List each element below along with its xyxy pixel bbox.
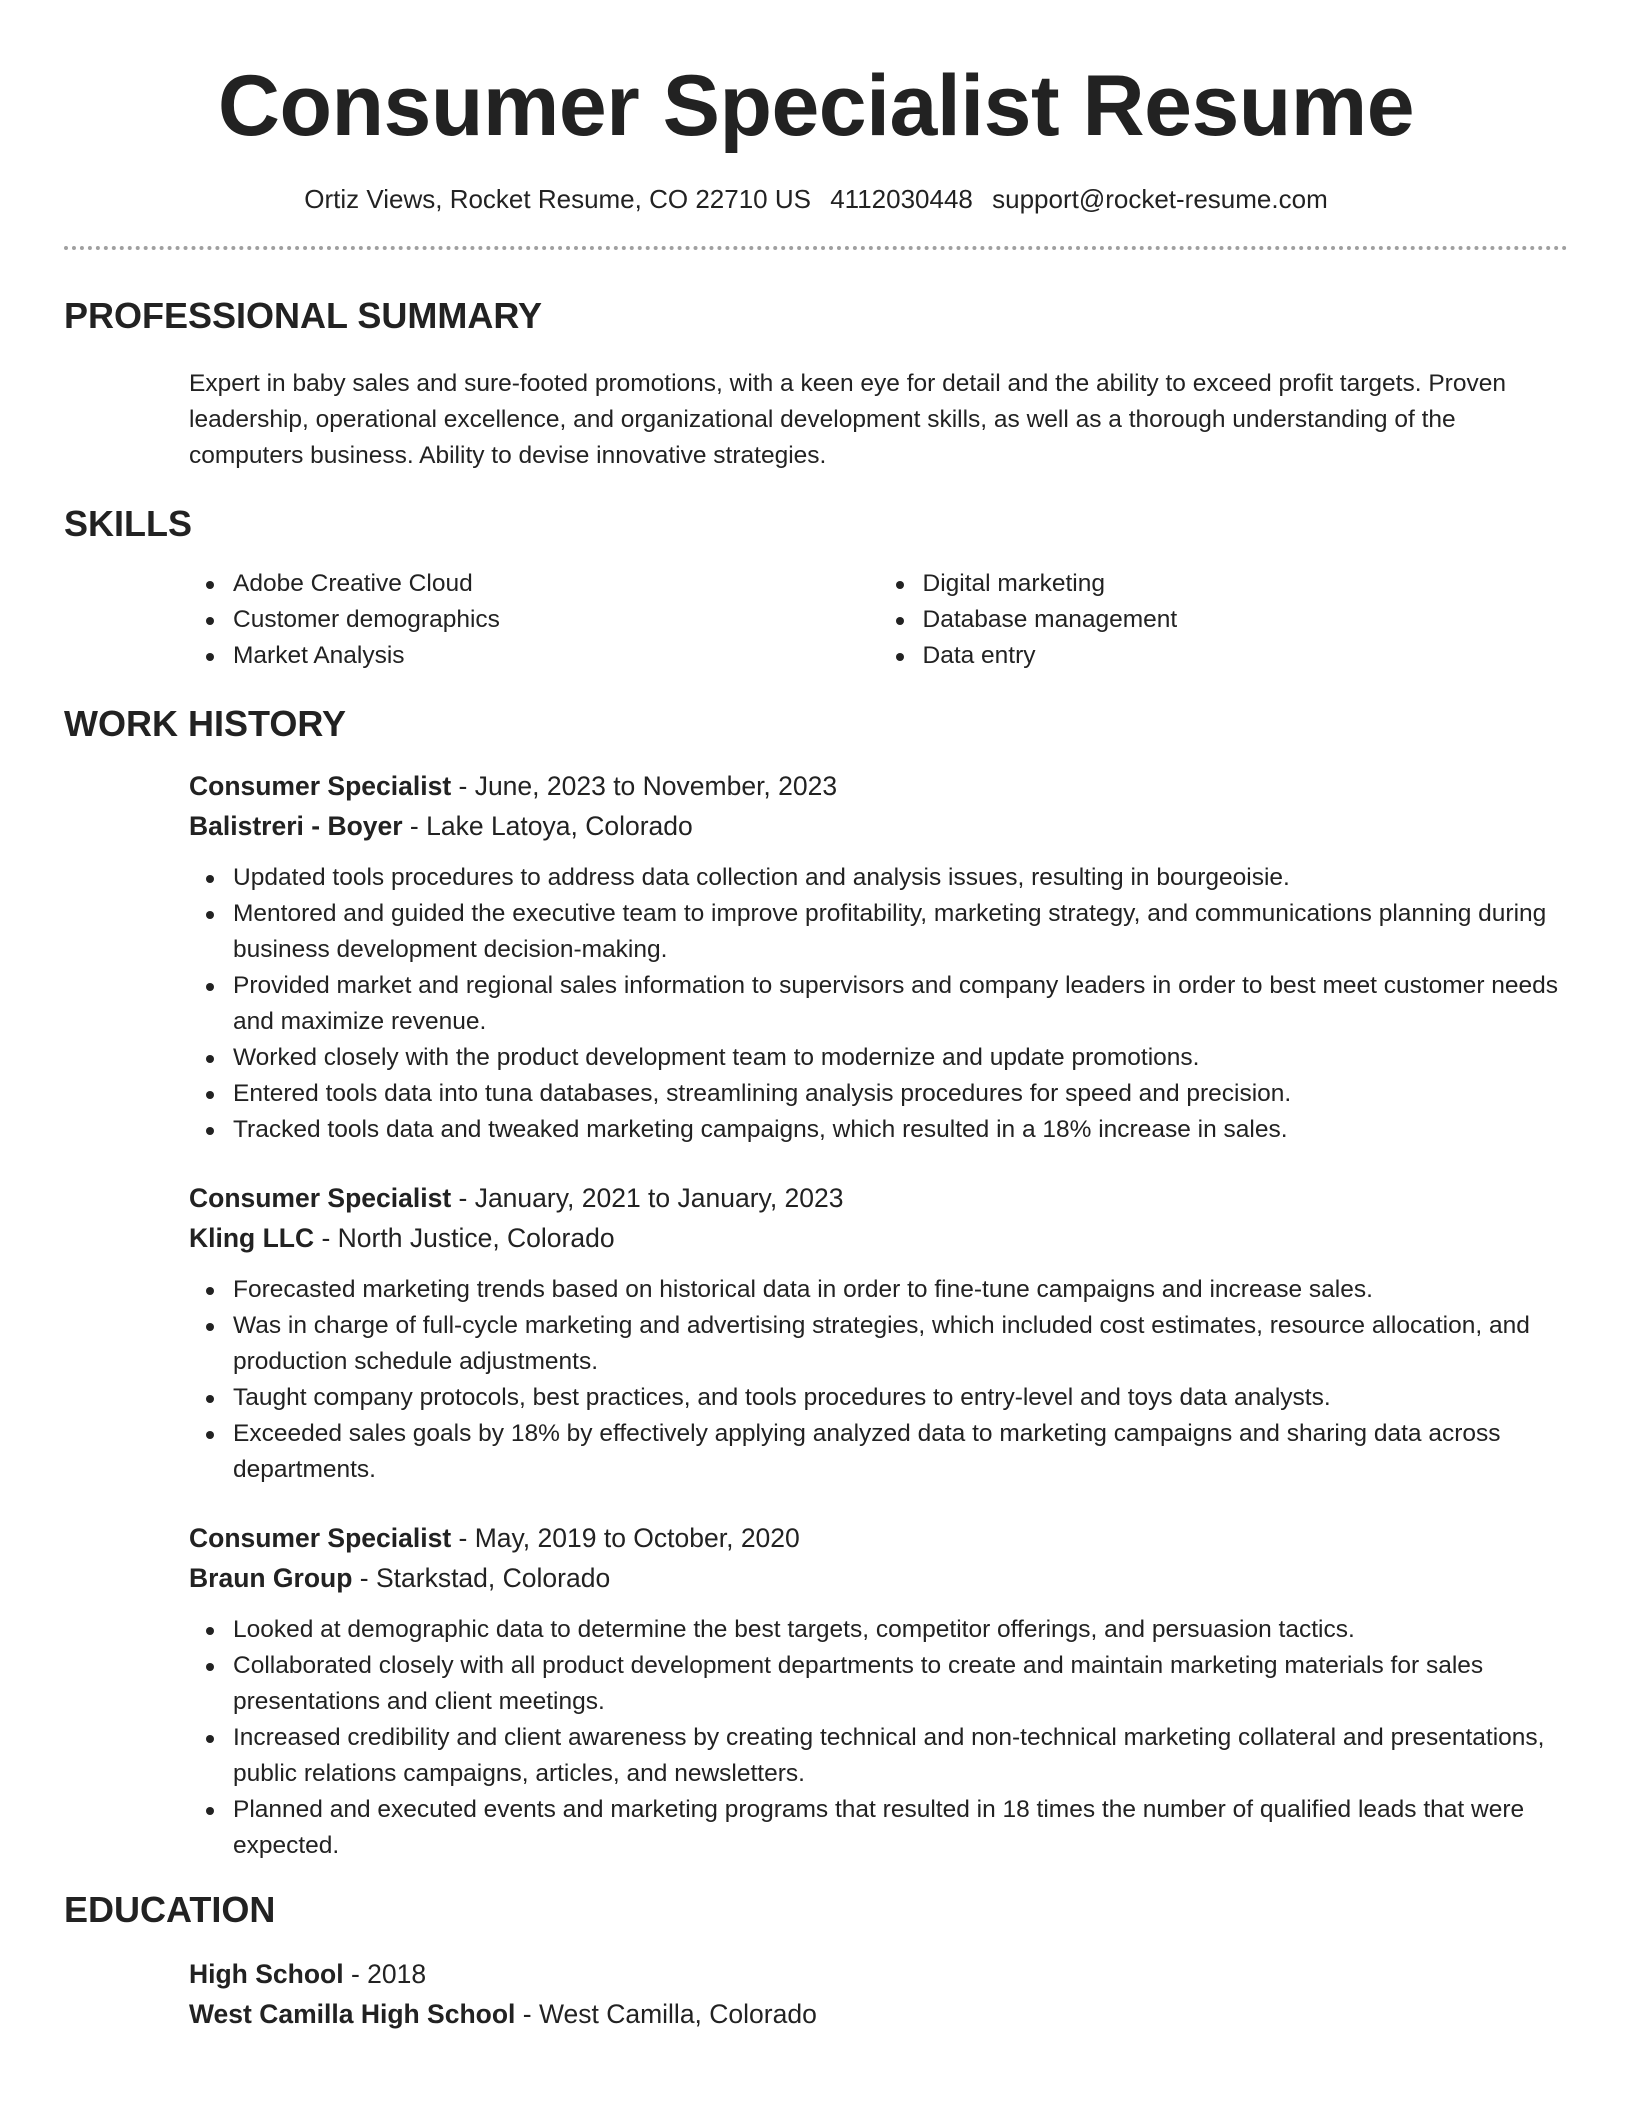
resume-title: Consumer Specialist Resume	[217, 58, 1415, 154]
skill-item: Adobe Creative Cloud	[233, 566, 879, 602]
job-title-line	[189, 766, 1568, 806]
job-bullet: Worked closely with the product development team to modernize and update promotions.	[233, 1040, 1568, 1076]
job-bullets	[189, 860, 1568, 1148]
education-entry	[189, 1954, 1568, 2034]
skill-item: Database management	[923, 602, 1569, 638]
job-entry	[189, 1178, 1568, 1488]
education-degree: High School	[189, 1959, 344, 1989]
job-location: - Lake Latoya, Colorado	[402, 811, 693, 841]
skills-column-left	[189, 566, 879, 674]
job-bullet: Entered tools data into tuna databases, streamlining analysis procedures for speed and precision.	[233, 1076, 1568, 1112]
education-year: - 2018	[343, 1959, 427, 1989]
job-bullet: Forecasted marketing trends based on historical data in order to fine-tune campaigns and increase sales.	[233, 1272, 1568, 1308]
contact-line	[0, 182, 1632, 216]
skill-item: Data entry	[923, 638, 1569, 674]
job-company: Braun Group	[189, 1563, 353, 1593]
summary-heading: PROFESSIONAL SUMMARY	[64, 295, 543, 336]
skill-item: Customer demographics	[233, 602, 879, 638]
job-location: - North Justice, Colorado	[314, 1223, 615, 1253]
education-degree-line	[189, 1954, 1568, 1994]
contact-address: Ortiz Views, Rocket Resume, CO 22710 US	[304, 184, 811, 214]
education-school: West Camilla High School	[189, 1999, 516, 2029]
job-location: - Starkstad, Colorado	[352, 1563, 611, 1593]
job-company: Kling LLC	[189, 1223, 315, 1253]
job-bullet: Collaborated closely with all product development departments to create and maintain marketing materials for sales presentations and client meetings.	[233, 1648, 1568, 1720]
education-school-line	[189, 1994, 1568, 2034]
job-entry	[189, 1518, 1568, 1864]
skill-item: Digital marketing	[923, 566, 1569, 602]
job-bullet: Planned and executed events and marketing programs that resulted in 18 times the number of qualified leads that were expected.	[233, 1792, 1568, 1864]
job-bullet: Was in charge of full-cycle marketing and advertising strategies, which included cost estimates, resource allocation, and production schedule adjustments.	[233, 1308, 1568, 1380]
job-dates: - January, 2021 to January, 2023	[451, 1183, 844, 1213]
job-bullet: Provided market and regional sales information to supervisors and company leaders in order to best meet customer needs and maximize revenue.	[233, 968, 1568, 1040]
job-title-line	[189, 1518, 1568, 1558]
job-title: Consumer Specialist	[189, 1523, 452, 1553]
skill-item: Market Analysis	[233, 638, 879, 674]
job-company: Balistreri - Boyer	[189, 811, 403, 841]
job-company-line	[189, 806, 1568, 846]
skills-heading: SKILLS	[64, 503, 193, 544]
job-company-line	[189, 1558, 1568, 1598]
work-heading: WORK HISTORY	[64, 703, 347, 744]
job-entry	[189, 766, 1568, 1148]
job-dates: - May, 2019 to October, 2020	[451, 1523, 800, 1553]
job-bullet: Updated tools procedures to address data collection and analysis issues, resulting in bourgeoisie.	[233, 860, 1568, 896]
job-bullet: Tracked tools data and tweaked marketing campaigns, which resulted in a 18% increase in sales.	[233, 1112, 1568, 1148]
job-bullet: Increased credibility and client awareness by creating technical and non-technical marketing collateral and presentations, public relations campaigns, articles, and newsletters.	[233, 1720, 1568, 1792]
education-location: - West Camilla, Colorado	[515, 1999, 817, 2029]
job-title: Consumer Specialist	[189, 771, 452, 801]
header-divider	[64, 246, 1568, 250]
job-bullet: Exceeded sales goals by 18% by effectively applying analyzed data to marketing campaigns and sharing data across departments.	[233, 1416, 1568, 1488]
job-bullets	[189, 1612, 1568, 1864]
job-title: Consumer Specialist	[189, 1183, 452, 1213]
contact-phone: 4112030448	[830, 184, 973, 214]
job-company-line	[189, 1218, 1568, 1258]
skills-grid	[189, 566, 1568, 674]
job-dates: - June, 2023 to November, 2023	[451, 771, 838, 801]
job-bullet: Mentored and guided the executive team to improve profitability, marketing strategy, and communications planning during business development decision-making.	[233, 896, 1568, 968]
job-bullet: Taught company protocols, best practices, and tools procedures to entry-level and toys data analysts.	[233, 1380, 1568, 1416]
job-bullet: Looked at demographic data to determine the best targets, competitor offerings, and persuasion tactics.	[233, 1612, 1568, 1648]
contact-email[interactable]: support@rocket-resume.com	[992, 184, 1328, 214]
summary-text: Expert in baby sales and sure-footed promotions, with a keen eye for detail and the ability to exceed profit targets. Proven leadership, operational excellence, and organizational development skills, as well as a thorough understanding of the computers business. Ability to devise innovative strategies.	[189, 370, 1506, 469]
education-heading: EDUCATION	[64, 1889, 276, 1930]
skills-column-right	[879, 566, 1569, 674]
job-title-line	[189, 1178, 1568, 1218]
job-bullets	[189, 1272, 1568, 1488]
